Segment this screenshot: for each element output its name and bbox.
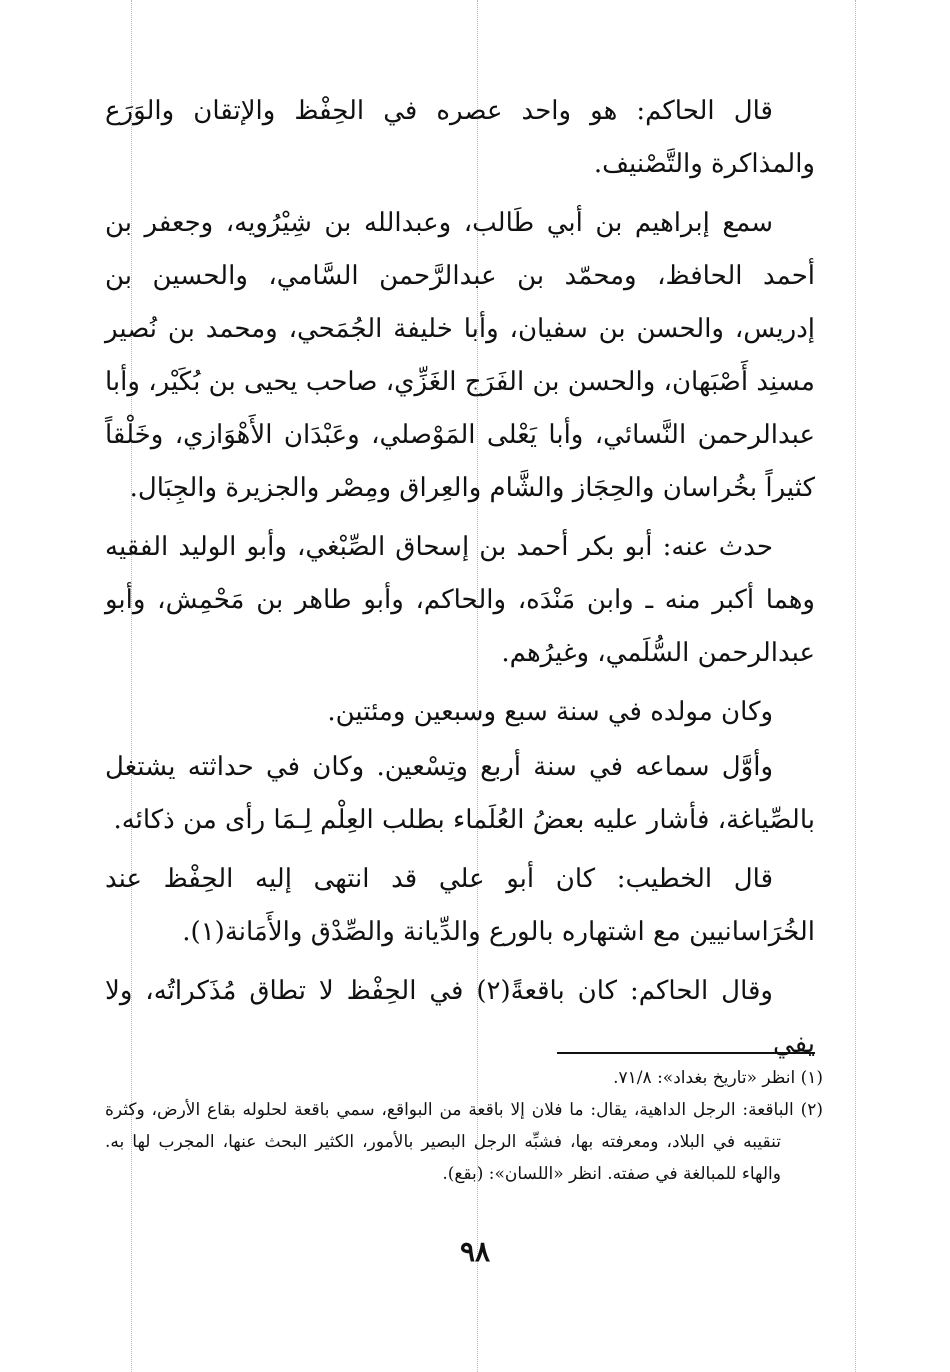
- paragraph-khatib-quote: قال الخطيب: كان أبو علي قد انتهى إليه الحِفْظ عند الخُرَاسانيين مع اشتهاره بالورع والدِّيانة والصِّدْق والأَمَانة(١).: [105, 864, 815, 947]
- paragraph-birth: وكان مولده في سنة سبع وسبعين ومئتين.: [327, 697, 773, 727]
- scan-guide-line: [855, 0, 856, 1372]
- paragraph-hakim-quote: قال الحاكم: هو واحد عصره في الحِفْظ والإتقان والوَرَع والمذاكرة والتَّصْنيف.: [105, 96, 815, 179]
- footnote-2: (٢) الباقعة: الرجل الداهية، يقال: ما فلان إلا باقعة من البواقع، سمي باقعة لحلوله بقاع الأرض، وكثرة تنقيبه في البلاد، ومعرفته بها، فشبِّه الرجل البصير بالأمور، الكثير البحث عنها، المجرب لها به. والهاء للمبالغة في صفته. انظر «اللسان»: (بقع).: [105, 1100, 823, 1184]
- page-number: ٩٨: [459, 1235, 491, 1268]
- paragraph-hakim-second-quote: وقال الحاكم: كان باقعةً(٢) في الحِفْظ لا تطاق مُذَكراتُه، ولا يفي: [105, 976, 815, 1059]
- paragraph-first-hearing: وأوَّل سماعه في سنة أربع وتِسْعين. وكان في حداثته يشتغل بالصِّياغة، فأشار عليه بعضُ العُلَماء بطلب العِلْم لِـمَا رأى من ذكائه.: [105, 752, 815, 835]
- paragraph-students: حدث عنه: أبو بكر أحمد بن إسحاق الصِّبْغي، وأبو الوليد الفقيه وهما أكبر منه ـ وابن مَنْدَه، والحاكم، وأبو طاهر بن مَحْمِش، وأبو عبدالرحمن السُّلَمي، وغيرُهم.: [105, 532, 815, 668]
- footnote-1: (١) انظر «تاريخ بغداد»: ٧١/٨.: [613, 1068, 823, 1088]
- footnotes-block: [105, 1062, 823, 1190]
- paragraph-teachers: سمع إبراهيم بن أبي طَالب، وعبدالله بن شِيْرُويه، وجعفر بن أحمد الحافظ، ومحمّد بن عبدالرَّحمن السَّامي، والحسين بن إدريس، والحسن بن سفيان، وأبا خليفة الجُمَحي، ومحمد بن نُصير مسنِد أَصْبَهان، والحسن بن الفَرَج الغَزِّي، صاحب يحيى بن بُكَيْر، وأبا عبدالرحمن النَّسائي، وأبا يَعْلى المَوْصلي، وعَبْدَان الأَهْوَازي، وخَلْقاً كثيراً بخُراسان والحِجَاز والشَّام والعِراق ومِصْر والجزيرة والجِبَال.: [105, 208, 815, 503]
- footnote-divider: [557, 1052, 815, 1054]
- main-text-block: [105, 85, 815, 1077]
